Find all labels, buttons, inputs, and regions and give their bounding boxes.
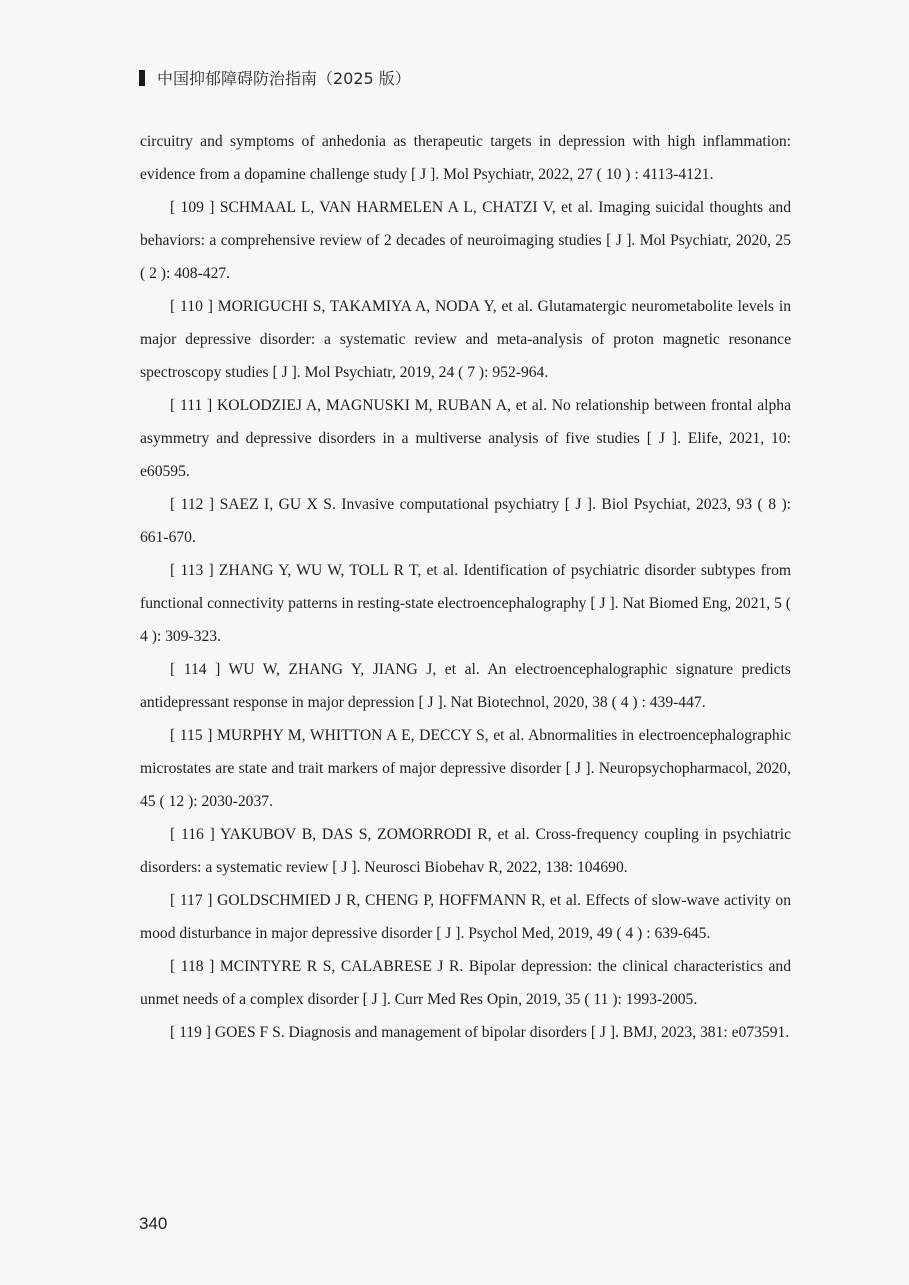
reference-item-108-continued: circuitry and symptoms of anhedonia as therapeutic targets in depression with high inflammation: evidence from a dopamine challenge study [ J ]. Mol Psychiatr, 2022, 27 ( 10 ) : 4113-4121.	[140, 133, 791, 183]
reference-item-115: [ 115 ] MURPHY M, WHITTON A E, DECCY S, et al. Abnormalities in electroencephalographic microstates are state and trait markers of major depressive disorder [ J ]. Neuropsychopharmacol, 2020, 45 ( 12 ): 2030-2037.	[140, 727, 791, 810]
reference-item-116: [ 116 ] YAKUBOV B, DAS S, ZOMORRODI R, et al. Cross-frequency coupling in psychiatric disorders: a systematic review [ J ]. Neurosci Biobehav R, 2022, 138: 104690.	[140, 826, 791, 876]
page-number: 340	[139, 1214, 168, 1233]
reference-item-109: [ 109 ] SCHMAAL L, VAN HARMELEN A L, CHATZI V, et al. Imaging suicidal thoughts and behaviors: a comprehensive review of 2 decades of neuroimaging studies [ J ]. Mol Psychiatr, 2020, 25 ( 2 ): 408-427.	[140, 199, 791, 282]
header-bar-mark	[139, 70, 145, 86]
reference-item-111: [ 111 ] KOLODZIEJ A, MAGNUSKI M, RUBAN A, et al. No relationship between frontal alpha asymmetry and depressive disorders in a multiverse analysis of five studies [ J ]. Elife, 2021, 10: e60595.	[140, 397, 791, 480]
reference-item-117: [ 117 ] GOLDSCHMIED J R, CHENG P, HOFFMANN R, et al. Effects of slow-wave activity on mood disturbance in major depressive disorder [ J ]. Psychol Med, 2019, 49 ( 4 ) : 639-645.	[140, 892, 791, 942]
header-title: 中国抑郁障碍防治指南（2025 版）	[157, 69, 411, 88]
reference-item-112: [ 112 ] SAEZ I, GU X S. Invasive computational psychiatry [ J ]. Biol Psychiat, 2023, 93 ( 8 ): 661-670.	[140, 496, 791, 546]
reference-item-118: [ 118 ] MCINTYRE R S, CALABRESE J R. Bipolar depression: the clinical characteristics and unmet needs of a complex disorder [ J ]. Curr Med Res Opin, 2019, 35 ( 11 ): 1993-2005.	[140, 958, 791, 1008]
reference-item-110: [ 110 ] MORIGUCHI S, TAKAMIYA A, NODA Y, et al. Glutamatergic neurometabolite levels in major depressive disorder: a systematic review and meta-analysis of proton magnetic resonance spectroscopy studies [ J ]. Mol Psychiatr, 2019, 24 ( 7 ): 952-964.	[140, 298, 791, 381]
reference-item-113: [ 113 ] ZHANG Y, WU W, TOLL R T, et al. Identification of psychiatric disorder subtypes from functional connectivity patterns in resting-state electroencephalography [ J ]. Nat Biomed Eng, 2021, 5 ( 4 ): 309-323.	[140, 562, 791, 645]
running-header	[139, 66, 411, 89]
reference-item-119: [ 119 ] GOES F S. Diagnosis and management of bipolar disorders [ J ]. BMJ, 2023, 381: e073591.	[170, 1024, 790, 1041]
reference-item-114: [ 114 ] WU W, ZHANG Y, JIANG J, et al. An electroencephalographic signature predicts antidepressant response in major depression [ J ]. Nat Biotechnol, 2020, 38 ( 4 ) : 439-447.	[140, 661, 791, 711]
reference-list	[140, 125, 791, 1049]
